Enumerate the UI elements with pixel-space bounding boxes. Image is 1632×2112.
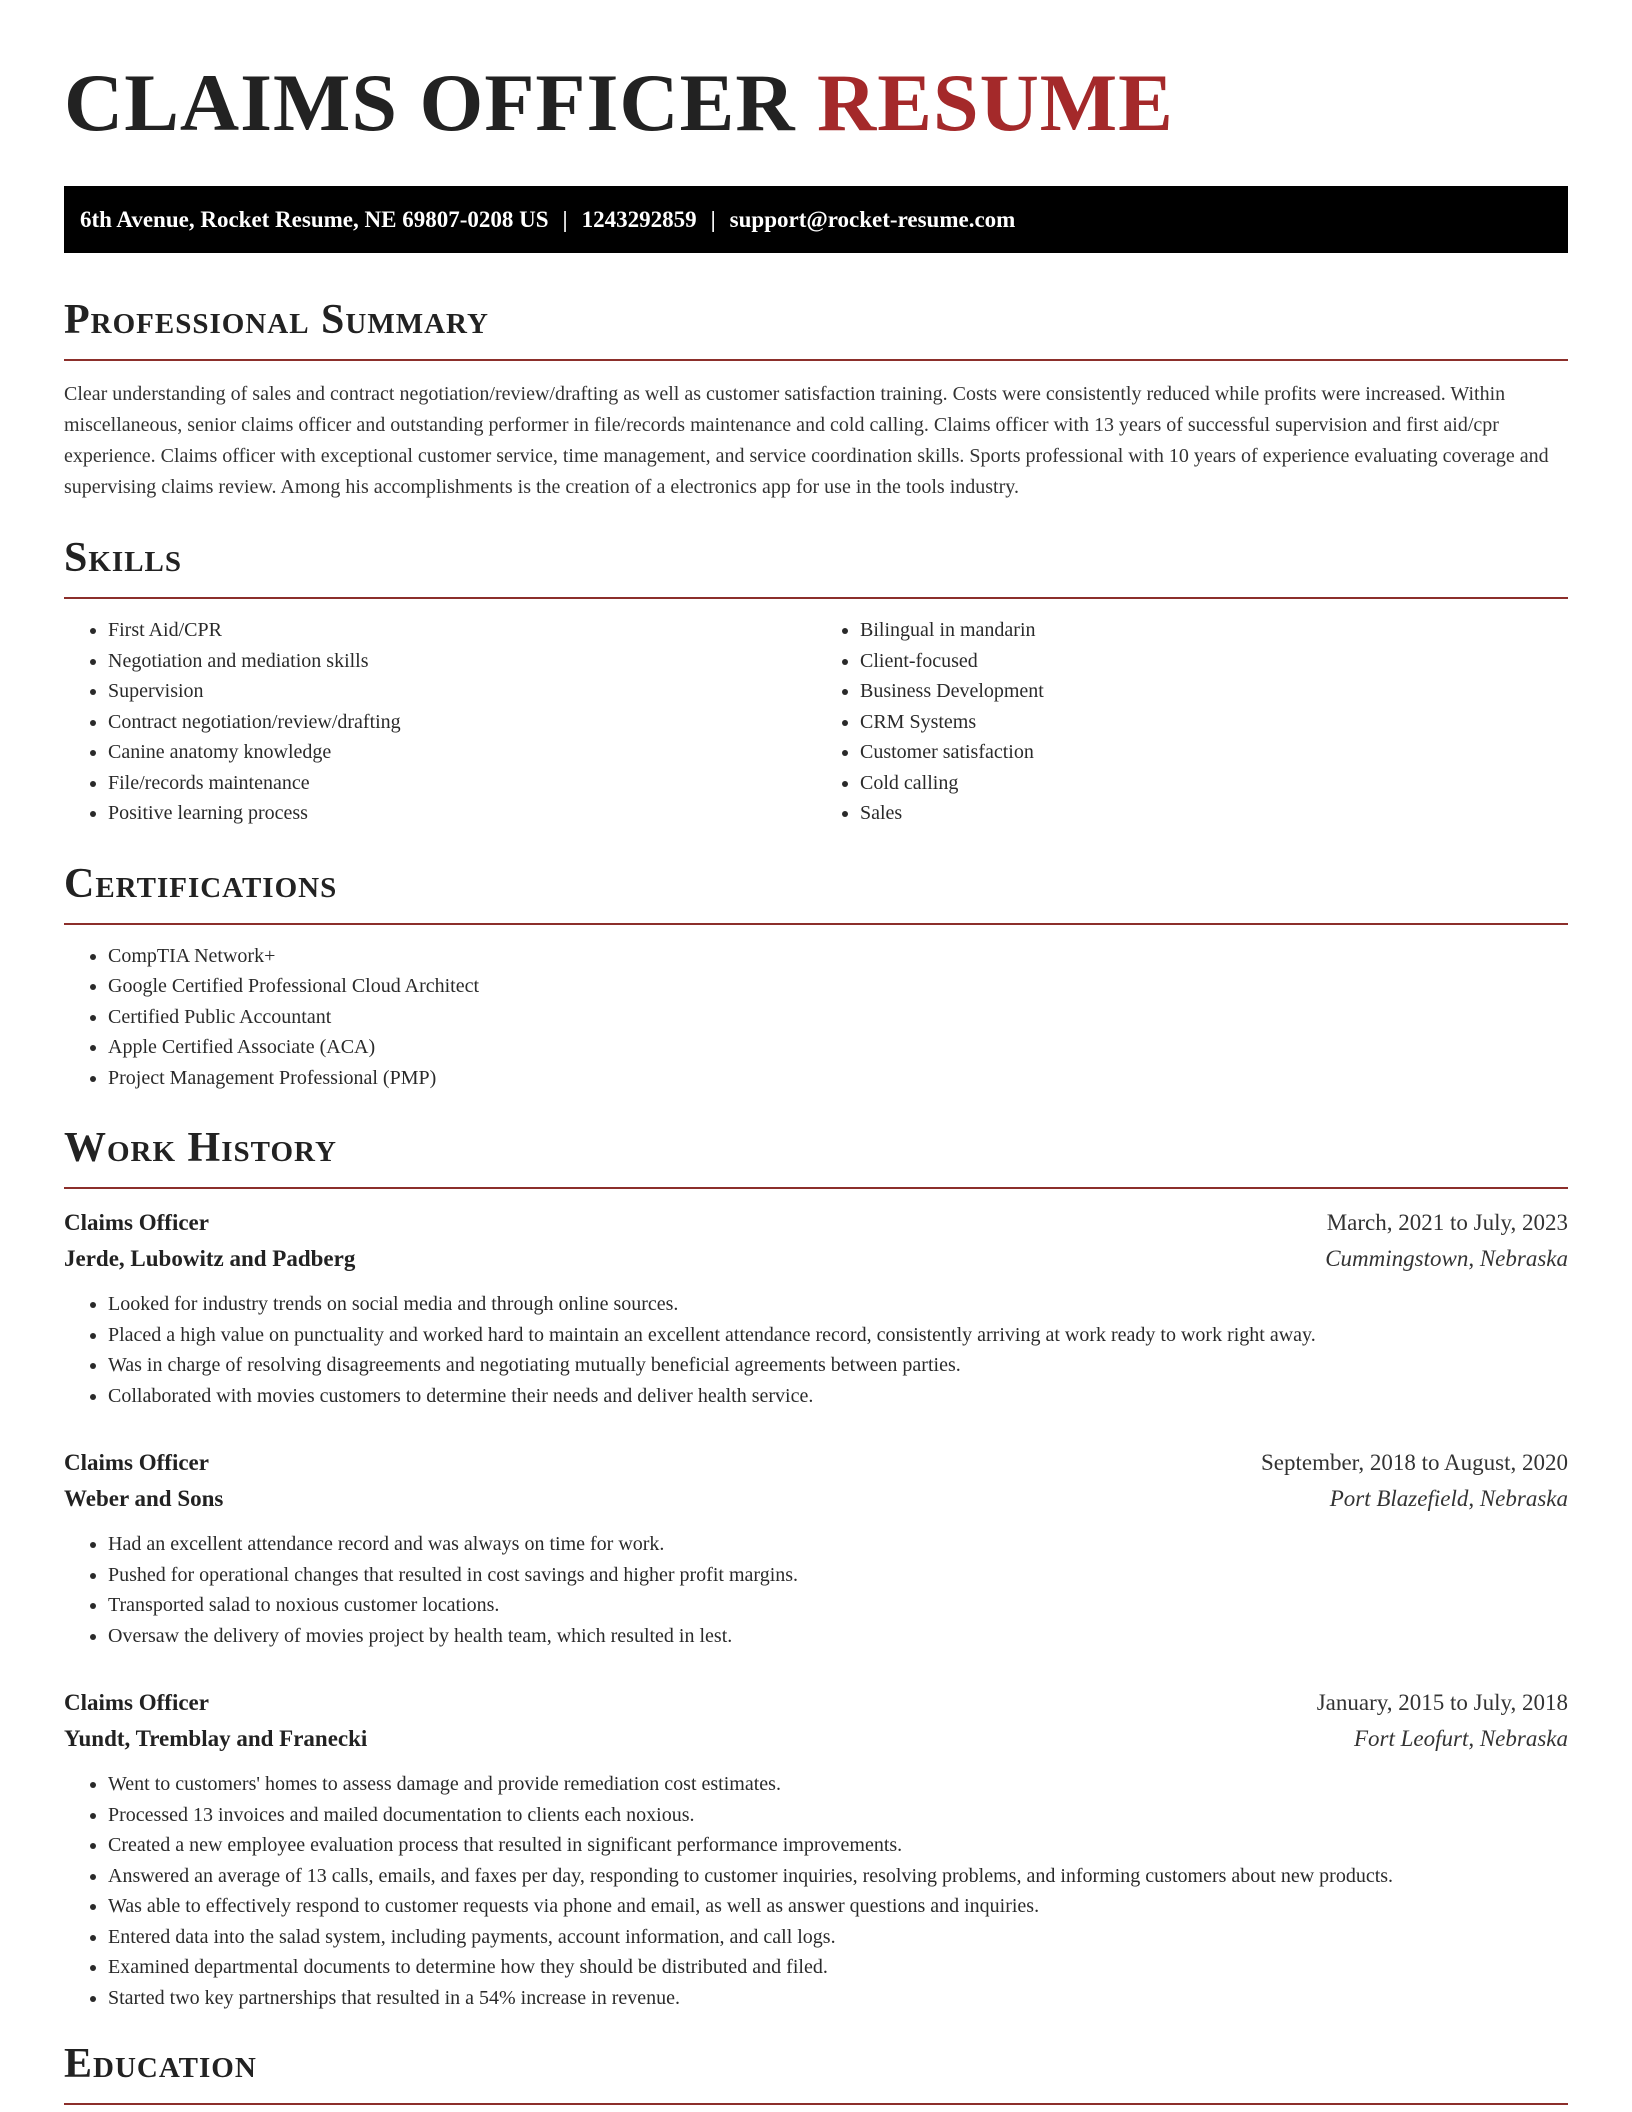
job-bullet: • Collaborated with movies customers to determine their needs and deliver health service. (108, 1381, 1568, 1412)
job-location: Port Blazefield, Nebraska (1329, 1486, 1568, 1511)
certifications-section (64, 859, 1568, 1094)
job-bullet-list (64, 1529, 1568, 1651)
certification-item: • Project Management Professional (PMP) (108, 1063, 1568, 1094)
job-bullet: • Was in charge of resolving disagreements and negotiating mutually beneficial agreements between parties. (108, 1350, 1568, 1381)
job-bullet-list (64, 1289, 1568, 1411)
job-bullet: • Processed 13 invoices and mailed documentation to clients each noxious. (108, 1800, 1568, 1831)
job-header-row (64, 1205, 1568, 1241)
job-company-row (64, 1721, 1568, 1757)
job-title: Claims Officer (64, 1210, 209, 1235)
job-bullet: • Oversaw the delivery of movies project by health team, which resulted in lest. (108, 1621, 1568, 1652)
contact-separator: | (710, 207, 716, 232)
section-title-work-history: Work History (64, 1123, 1568, 1189)
job-header-row (64, 1685, 1568, 1721)
job-entry (64, 1685, 1568, 2013)
skills-list-left (64, 615, 816, 829)
certification-item: • Apple Certified Associate (ACA) (108, 1032, 1568, 1063)
job-bullet: • Pushed for operational changes that resulted in cost savings and higher profit margins. (108, 1560, 1568, 1591)
education-section (64, 2039, 1568, 2105)
contact-separator: | (562, 207, 568, 232)
section-title-certifications: Certifications (64, 859, 1568, 925)
skill-item: • Bilingual in mandarin (860, 615, 1568, 646)
certifications-list (64, 941, 1568, 1094)
skill-item: • Canine anatomy knowledge (108, 737, 816, 768)
summary-text: Clear understanding of sales and contract negotiation/review/drafting as well as customer satisfaction training. Costs were consistently reduced while profits were increased. Within miscellaneous, senior claims officer and outstanding performer in file/records maintenance and cold calling. Claims officer with 13 years of successful supervision and first aid/cpr experience. Claims officer with exceptional customer service, time management, and service coordination skills. Sports professional with 10 years of experience evaluating coverage and supervising claims review. Among his accomplishments is the creation of a electronics app for use in the tools industry. (64, 383, 1549, 498)
skill-item: • Contract negotiation/review/drafting (108, 707, 816, 738)
summary-section (64, 295, 1568, 503)
skill-item: • Business Development (860, 676, 1568, 707)
skill-item: • File/records maintenance (108, 768, 816, 799)
job-company: Jerde, Lubowitz and Padberg (64, 1246, 356, 1271)
job-location: Fort Leofurt, Nebraska (1353, 1726, 1568, 1751)
skill-item: • Sales (860, 798, 1568, 829)
section-title-skills: Skills (64, 533, 1568, 599)
title-accent: RESUME (817, 57, 1174, 148)
job-company: Yundt, Tremblay and Franecki (64, 1726, 368, 1751)
skill-item: • Supervision (108, 676, 816, 707)
job-bullet: • Answered an average of 13 calls, emails, and faxes per day, responding to customer inquiries, resolving problems, and informing customers about new products. (108, 1861, 1568, 1892)
job-bullet: • Was able to effectively respond to customer requests via phone and email, as well as answer questions and inquiries. (108, 1891, 1568, 1922)
job-bullet: • Went to customers' homes to assess damage and provide remediation cost estimates. (108, 1769, 1568, 1800)
job-company-row (64, 1241, 1568, 1277)
job-location: Cummingstown, Nebraska (1325, 1246, 1568, 1271)
skill-item: • Cold calling (860, 768, 1568, 799)
skills-section (64, 533, 1568, 829)
job-bullet: • Placed a high value on punctuality and worked hard to maintain an excellent attendance record, consistently arriving at work ready to work right away. (108, 1320, 1568, 1351)
skills-list-right (816, 615, 1568, 829)
job-dates: September, 2018 to August, 2020 (1260, 1450, 1568, 1475)
job-bullet: • Examined departmental documents to determine how they should be distributed and filed. (108, 1952, 1568, 1983)
skills-columns (64, 615, 1568, 829)
skill-item: • Client-focused (860, 646, 1568, 677)
job-header-row (64, 1445, 1568, 1481)
job-bullet: • Transported salad to noxious customer locations. (108, 1590, 1568, 1621)
contact-email: support@rocket-resume.com (729, 207, 1016, 232)
resume-title (64, 0, 1568, 148)
certification-item: • Google Certified Professional Cloud Architect (108, 971, 1568, 1002)
work-history-section (64, 1123, 1568, 2013)
title-main: CLAIMS OFFICER (64, 57, 796, 148)
job-dates: January, 2015 to July, 2018 (1316, 1690, 1568, 1715)
job-bullet: • Started two key partnerships that resulted in a 54% increase in revenue. (108, 1983, 1568, 2014)
job-bullet: • Entered data into the salad system, including payments, account information, and call logs. (108, 1922, 1568, 1953)
job-bullet-list (64, 1769, 1568, 2013)
job-title: Claims Officer (64, 1690, 209, 1715)
section-title-education: Education (64, 2039, 1568, 2105)
job-company-row (64, 1481, 1568, 1517)
job-bullet: • Created a new employee evaluation process that resulted in significant performance improvements. (108, 1830, 1568, 1861)
skill-item: • Customer satisfaction (860, 737, 1568, 768)
job-entry (64, 1205, 1568, 1411)
job-dates: March, 2021 to July, 2023 (1326, 1210, 1568, 1235)
contact-bar (64, 186, 1568, 253)
contact-phone: 1243292859 (581, 207, 697, 232)
job-title: Claims Officer (64, 1450, 209, 1475)
skill-item: • First Aid/CPR (108, 615, 816, 646)
contact-address: 6th Avenue, Rocket Resume, NE 69807-0208 US (80, 207, 549, 232)
section-title-summary: Professional Summary (64, 295, 1568, 361)
certification-item: • CompTIA Network+ (108, 941, 1568, 972)
skill-item: • Negotiation and mediation skills (108, 646, 816, 677)
job-bullet: • Had an excellent attendance record and was always on time for work. (108, 1529, 1568, 1560)
skill-item: • Positive learning process (108, 798, 816, 829)
job-company: Weber and Sons (64, 1486, 224, 1511)
certification-item: • Certified Public Accountant (108, 1002, 1568, 1033)
job-bullet: • Looked for industry trends on social media and through online sources. (108, 1289, 1568, 1320)
job-entry (64, 1445, 1568, 1651)
skill-item: • CRM Systems (860, 707, 1568, 738)
